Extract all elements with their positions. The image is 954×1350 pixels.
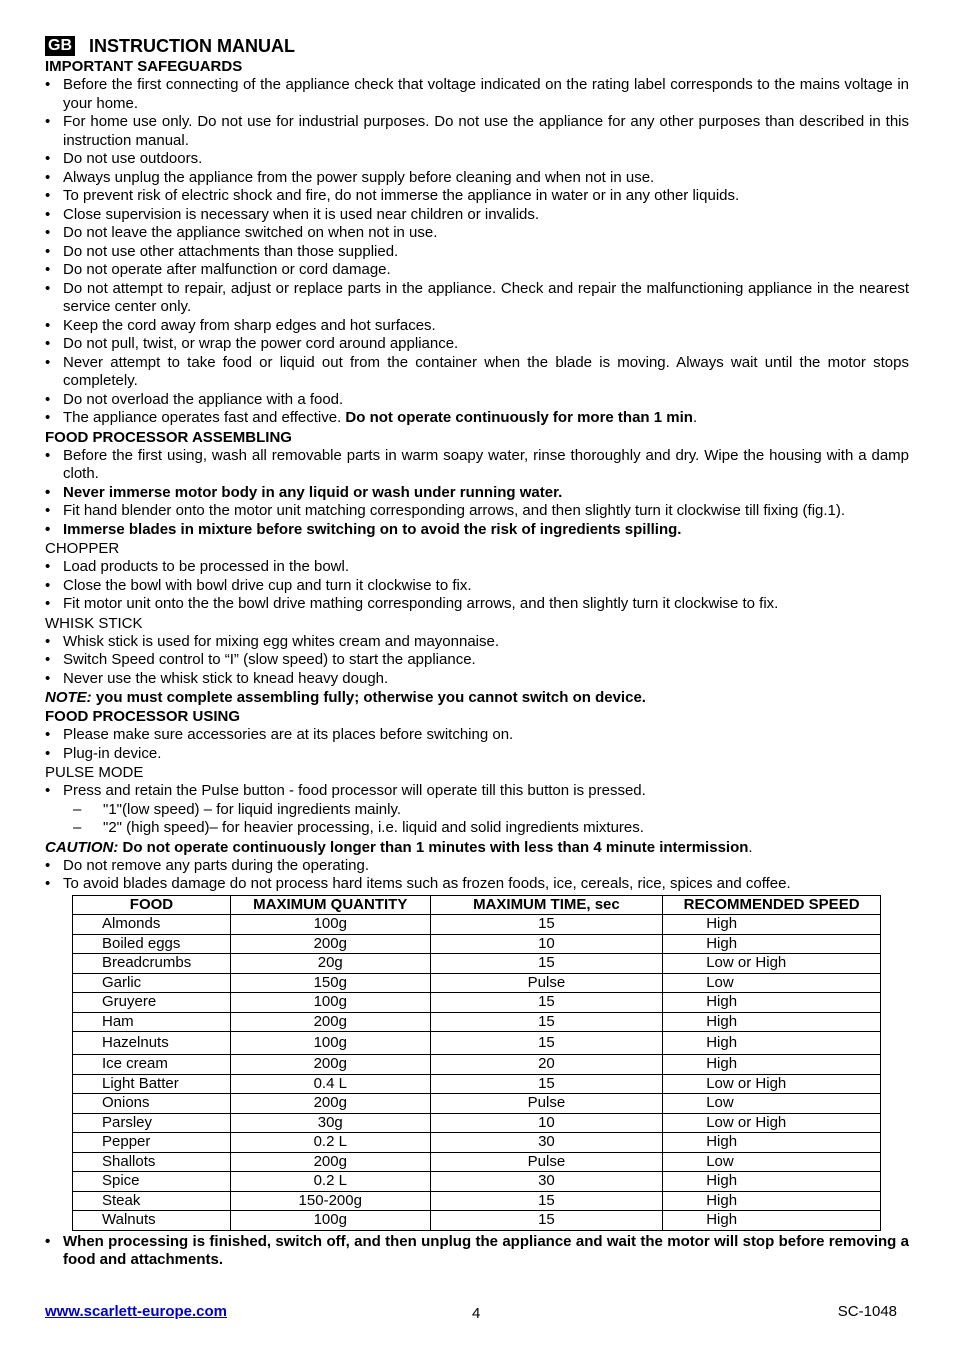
column-header: RECOMMENDED SPEED — [663, 895, 881, 915]
list-item-text: The appliance operates fast and effective. — [63, 409, 346, 426]
food-cell: Walnuts — [73, 1211, 231, 1231]
list-item — [45, 409, 909, 428]
chopper-heading: CHOPPER — [45, 540, 120, 557]
title-row — [45, 35, 909, 57]
time-cell: 30 — [430, 1133, 663, 1153]
safeguards-list — [45, 76, 909, 428]
time-cell: Pulse — [430, 973, 663, 993]
column-header: MAXIMUM TIME, sec — [430, 895, 663, 915]
list-item: • When processing is finished, switch off, and then unplug the appliance and wait the motor will stop before removing a food and attachments. — [45, 1233, 909, 1270]
table-row — [73, 1012, 881, 1032]
column-header: MAXIMUM QUANTITY — [230, 895, 430, 915]
list-item: • Do not remove any parts during the operating. — [45, 857, 909, 876]
food-cell: Steak — [73, 1191, 231, 1211]
footer — [45, 1303, 897, 1323]
using-heading: FOOD PROCESSOR USING — [45, 708, 241, 725]
food-cell: Parsley — [73, 1113, 231, 1133]
food-cell: Onions — [73, 1094, 231, 1114]
using-list — [45, 726, 909, 763]
list-item: • Switch Speed control to “I” (slow speed) to start the appliance. — [45, 651, 909, 670]
quantity-cell: 150-200g — [230, 1191, 430, 1211]
pulse-speed-list — [45, 801, 909, 838]
caution-list — [45, 857, 909, 894]
food-cell: Ice cream — [73, 1055, 231, 1075]
speed-cell: High — [663, 934, 881, 954]
time-cell: 15 — [430, 993, 663, 1013]
list-item: • Never immerse motor body in any liquid or wash under running water. — [45, 484, 909, 503]
time-cell: 15 — [430, 915, 663, 935]
speed-cell: Low — [663, 1094, 881, 1114]
quantity-cell: 200g — [230, 1152, 430, 1172]
speed-cell: High — [663, 1055, 881, 1075]
list-item: – "1"(low speed) – for liquid ingredients mainly. — [65, 801, 909, 820]
list-item-end: . — [692, 409, 698, 426]
food-cell: Almonds — [73, 915, 231, 935]
quantity-cell: 100g — [230, 915, 430, 935]
column-header: FOOD — [73, 895, 231, 915]
list-item: • Never use the whisk stick to knead heavy dough. — [45, 670, 909, 689]
table-row — [73, 993, 881, 1013]
food-cell: Garlic — [73, 973, 231, 993]
list-item: • Plug-in device. — [45, 745, 909, 764]
caution-label: CAUTION: — [45, 838, 119, 856]
language-badge: GB — [45, 36, 75, 56]
time-cell: 15 — [430, 954, 663, 974]
speed-cell: High — [663, 1191, 881, 1211]
page-number: 4 — [472, 1305, 481, 1322]
food-cell: Hazelnuts — [73, 1032, 231, 1055]
list-item: • Close the bowl with bowl drive cup and turn it clockwise to fix. — [45, 577, 909, 596]
speed-cell: Low — [663, 1152, 881, 1172]
speed-cell: High — [663, 993, 881, 1013]
list-item: • Do not use outdoors. — [45, 150, 909, 169]
quantity-cell: 200g — [230, 1094, 430, 1114]
food-cell: Spice — [73, 1172, 231, 1192]
list-item: • Before the first connecting of the appliance check that voltage indicated on the rating label corresponds to the mains voltage in your home. — [45, 76, 909, 113]
speed-cell: High — [663, 1032, 881, 1055]
speed-cell: High — [663, 1211, 881, 1231]
list-item: • Close supervision is necessary when it is used near children or invalids. — [45, 206, 909, 225]
time-cell: 30 — [430, 1172, 663, 1192]
list-item: • Keep the cord away from sharp edges and hot surfaces. — [45, 317, 909, 336]
manual-page — [45, 35, 909, 1270]
table-row — [73, 934, 881, 954]
quantity-cell: 100g — [230, 1211, 430, 1231]
quantity-cell: 200g — [230, 934, 430, 954]
pulse-heading: PULSE MODE — [45, 764, 144, 781]
speed-cell: High — [663, 1133, 881, 1153]
chopper-list — [45, 558, 909, 614]
note-label: NOTE: — [45, 689, 92, 706]
food-cell: Boiled eggs — [73, 934, 231, 954]
quantity-cell: 150g — [230, 973, 430, 993]
quantity-cell: 0.2 L — [230, 1133, 430, 1153]
final-list — [45, 1233, 909, 1270]
time-cell: 15 — [430, 1211, 663, 1231]
table-row — [73, 1055, 881, 1075]
table-row — [73, 1172, 881, 1192]
safeguards-heading: IMPORTANT SAFEGUARDS — [45, 58, 243, 75]
time-cell: Pulse — [430, 1094, 663, 1114]
table-row — [73, 1191, 881, 1211]
caution-end: . — [748, 838, 753, 856]
time-cell: 15 — [430, 1191, 663, 1211]
table-row — [73, 954, 881, 974]
list-item: • Do not pull, twist, or wrap the power cord around appliance. — [45, 335, 909, 354]
list-item: • Press and retain the Pulse button - food processor will operate till this button is pressed. — [45, 782, 909, 801]
table-row — [73, 1133, 881, 1153]
list-item: • For home use only. Do not use for industrial purposes. Do not use the appliance for any other purposes than described in this instruction manual. — [45, 113, 909, 150]
list-item: • Do not operate after malfunction or cord damage. — [45, 261, 909, 280]
speed-cell: Low or High — [663, 954, 881, 974]
quantity-cell: 200g — [230, 1055, 430, 1075]
caution-text: Do not operate continuously longer than 1 minutes with less than 4 minute intermission — [118, 838, 749, 856]
time-cell: Pulse — [430, 1152, 663, 1172]
speed-cell: Low or High — [663, 1113, 881, 1133]
model-number: SC-1048 — [837, 1303, 897, 1320]
list-item: • To avoid blades damage do not process hard items such as frozen foods, ice, cereals, rice, spices and coffee. — [45, 875, 909, 894]
quantity-cell: 0.4 L — [230, 1074, 430, 1094]
list-item: • Whisk stick is used for mixing egg whites cream and mayonnaise. — [45, 633, 909, 652]
food-cell: Light Batter — [73, 1074, 231, 1094]
speed-cell: Low or High — [663, 1074, 881, 1094]
table-row — [73, 1113, 881, 1133]
table-header-row — [73, 895, 881, 915]
table-row — [73, 1074, 881, 1094]
pulse-list — [45, 782, 909, 801]
caution — [45, 838, 909, 857]
food-cell: Gruyere — [73, 993, 231, 1013]
speed-cell: Low — [663, 973, 881, 993]
whisk-heading: WHISK STICK — [45, 614, 143, 632]
list-item: • Do not attempt to repair, adjust or replace parts in the appliance. Check and repair the malfunctioning appliance in the nearest service center only. — [45, 280, 909, 317]
list-item: • Do not use other attachments than those supplied. — [45, 243, 909, 262]
table-row — [73, 915, 881, 935]
speed-cell: High — [663, 915, 881, 935]
assembling-list — [45, 447, 909, 540]
note-text: you must complete assembling fully; otherwise you cannot switch on device. — [91, 689, 646, 706]
food-cell: Ham — [73, 1012, 231, 1032]
table-row — [73, 973, 881, 993]
list-item: • Fit motor unit onto the the bowl drive mathing corresponding arrows, and then slightly turn it clockwise to fix. — [45, 595, 909, 614]
list-item: – "2" (high speed)– for heavier processing, i.e. liquid and solid ingredients mixtures. — [65, 819, 909, 838]
food-cell: Breadcrumbs — [73, 954, 231, 974]
note — [45, 688, 909, 707]
food-cell: Shallots — [73, 1152, 231, 1172]
table-row — [73, 1152, 881, 1172]
quantity-cell: 30g — [230, 1113, 430, 1133]
time-cell: 10 — [430, 1113, 663, 1133]
table-row — [73, 1032, 881, 1055]
list-item: • Never attempt to take food or liquid out from the container when the blade is moving. Always wait until the motor stops completely. — [45, 354, 909, 391]
list-item: • Please make sure accessories are at its places before switching on. — [45, 726, 909, 745]
time-cell: 15 — [430, 1012, 663, 1032]
list-item: • Before the first using, wash all removable parts in warm soapy water, rinse thoroughly and dry. Wipe the housing with a damp cloth. — [45, 447, 909, 484]
list-item: • To prevent risk of electric shock and fire, do not immerse the appliance in water or in any other liquids. — [45, 187, 909, 206]
speed-cell: High — [663, 1012, 881, 1032]
table-row — [73, 1211, 881, 1231]
quantity-cell: 20g — [230, 954, 430, 974]
quantity-cell: 0.2 L — [230, 1172, 430, 1192]
website-link[interactable]: www.scarlett-europe.com — [45, 1303, 227, 1320]
time-cell: 10 — [430, 934, 663, 954]
page-title: INSTRUCTION MANUAL — [89, 35, 295, 56]
assembling-heading: FOOD PROCESSOR ASSEMBLING — [45, 428, 292, 446]
time-cell: 15 — [430, 1074, 663, 1094]
list-item: • Load products to be processed in the bowl. — [45, 558, 909, 577]
list-item: • Fit hand blender onto the motor unit matching corresponding arrows, and then slightly turn it clockwise till fixing (fig.1). — [45, 502, 909, 521]
list-item: • Do not leave the appliance switched on when not in use. — [45, 224, 909, 243]
whisk-list — [45, 633, 909, 689]
time-cell: 15 — [430, 1032, 663, 1055]
list-item: • Always unplug the appliance from the power supply before cleaning and when not in use. — [45, 169, 909, 188]
table-row — [73, 1094, 881, 1114]
table-body — [73, 915, 881, 1231]
quantity-cell: 100g — [230, 993, 430, 1013]
quantity-cell: 100g — [230, 1032, 430, 1055]
quantity-cell: 200g — [230, 1012, 430, 1032]
list-item-bold: Do not operate continuously for more than 1 min — [345, 409, 693, 426]
list-item: • Immerse blades in mixture before switching on to avoid the risk of ingredients spilling. — [45, 521, 909, 540]
time-cell: 20 — [430, 1055, 663, 1075]
food-cell: Pepper — [73, 1133, 231, 1153]
processing-table — [72, 895, 881, 1231]
speed-cell: High — [663, 1172, 881, 1192]
list-item: • Do not overload the appliance with a food. — [45, 391, 909, 410]
